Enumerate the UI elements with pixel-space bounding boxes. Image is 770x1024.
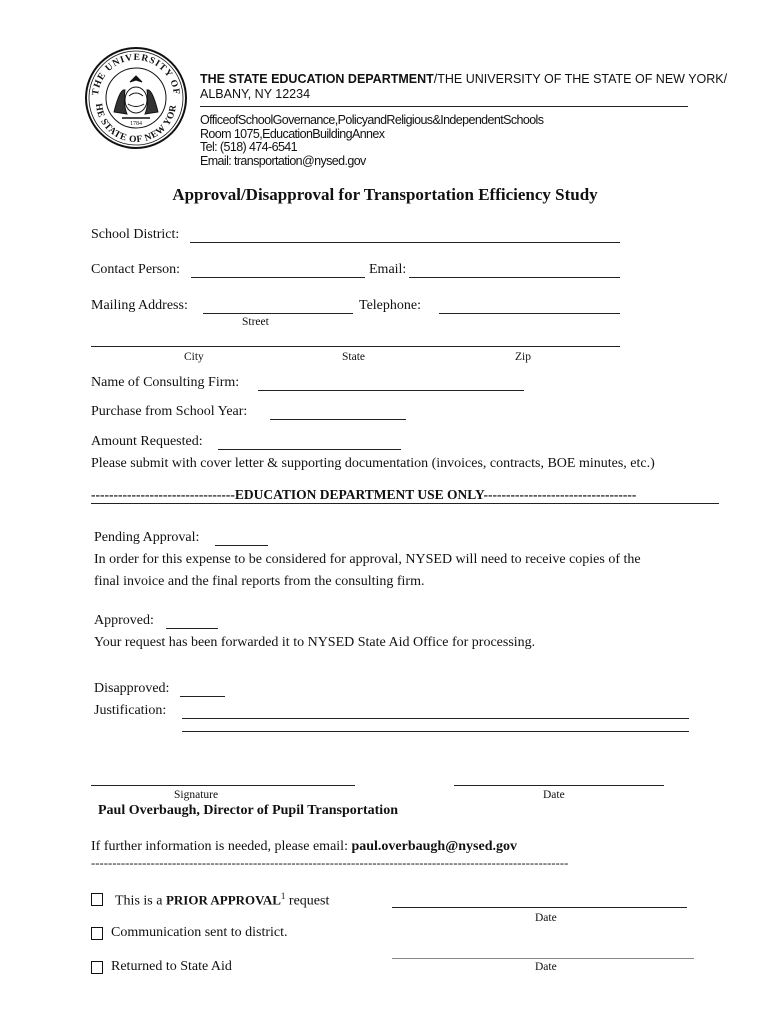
prior-approval-suffix: request — [288, 893, 330, 909]
signature-field[interactable] — [91, 785, 355, 786]
header-rule — [200, 106, 688, 107]
seal-year: 1784 — [130, 121, 142, 127]
telephone-field[interactable] — [439, 313, 620, 314]
school-district-label: School District: — [91, 227, 180, 242]
department-city: ALBANY, NY 12234 — [200, 87, 311, 101]
contact-person-field[interactable] — [191, 277, 365, 278]
prior-approval-checkbox[interactable] — [91, 893, 103, 906]
signature-date-caption: Date — [543, 789, 565, 801]
communication-checkbox[interactable] — [91, 927, 103, 940]
prior-approval-bold: PRIOR APPROVAL — [165, 892, 281, 908]
office-info — [200, 114, 543, 168]
signature-caption: Signature — [174, 789, 219, 801]
further-info-line — [91, 839, 517, 855]
purchase-year-field[interactable] — [270, 419, 406, 420]
email-field[interactable] — [409, 277, 620, 278]
office-tel: Tel: (518) 474-6541 — [200, 140, 298, 154]
city-state-zip-field[interactable] — [91, 346, 620, 347]
prior-approval-prefix: This is a — [115, 893, 163, 909]
pending-approval-field[interactable] — [215, 545, 268, 546]
city-caption: City — [184, 351, 204, 363]
pending-text-line-1: In order for this expense to be considered for approval, NYSED will need to receive copies of the — [94, 552, 641, 567]
telephone-label: Telephone: — [359, 298, 421, 313]
department-header — [200, 72, 727, 102]
returned-label: Returned to State Aid — [111, 959, 232, 974]
email-label: Email: — [369, 262, 407, 277]
department-use-banner: --------------------------------EDUCATION DEPARTMENT USE ONLY---------------------------------- — [91, 487, 637, 502]
communication-label: Communication sent to district. — [111, 925, 288, 940]
justification-field-1[interactable] — [182, 718, 689, 719]
disapproved-field[interactable] — [180, 696, 225, 697]
pending-approval-label: Pending Approval: — [94, 530, 200, 545]
signer-name: Paul Overbaugh, Director of Pupil Transportation — [98, 803, 398, 818]
zip-caption: Zip — [515, 351, 531, 363]
disapproved-label: Disapproved: — [94, 681, 170, 696]
prior-approval-date-caption: Date — [535, 912, 557, 924]
consulting-firm-label: Name of Consulting Firm: — [91, 375, 240, 390]
contact-person-label: Contact Person: — [91, 262, 181, 277]
seal-text-top: THE UNIVERSITY OF — [90, 52, 181, 97]
pending-text-line-2: final invoice and the final reports from the consulting firm. — [94, 574, 425, 589]
office-email: Email: transportation@nysed.gov — [200, 153, 366, 168]
returned-date-caption: Date — [535, 961, 557, 973]
department-name-line — [200, 72, 727, 87]
amount-requested-label: Amount Requested: — [91, 434, 203, 449]
street-field[interactable] — [203, 313, 353, 314]
state-caption: State — [342, 351, 365, 363]
consulting-firm-field[interactable] — [258, 390, 524, 391]
department-name-rest: /THE UNIVERSITY OF THE STATE OF NEW YORK/ — [433, 72, 728, 86]
further-info-text: If further information is needed, please email: — [91, 839, 348, 854]
office-room: Room 1075,EducationBuildingAnnex — [200, 126, 385, 141]
approved-field[interactable] — [166, 628, 218, 629]
banner-underline — [91, 503, 719, 504]
amount-requested-field[interactable] — [218, 449, 401, 450]
prior-approval-date-field[interactable] — [392, 907, 687, 908]
approved-label: Approved: — [94, 613, 154, 628]
submit-note: Please submit with cover letter & supporting documentation (invoices, contracts, BOE minutes, etc.) — [91, 456, 655, 471]
nysed-seal-logo — [84, 46, 188, 150]
footer-dash-line: ---------------------------------------------------------------------------------------------------------------- — [91, 856, 569, 870]
signature-date-field[interactable] — [454, 785, 664, 786]
seal-text-bottom: HE STATE OF NEW YOR — [92, 102, 180, 146]
further-info-email[interactable]: paul.overbaugh@nysed.gov — [351, 839, 517, 854]
office-name: OfficeofSchoolGovernance,PolicyandReligious&IndependentSchools — [200, 113, 544, 127]
mailing-address-label: Mailing Address: — [91, 298, 188, 313]
justification-label: Justification: — [94, 703, 167, 718]
department-name-bold: THE STATE EDUCATION DEPARTMENT — [200, 72, 434, 86]
returned-checkbox[interactable] — [91, 961, 103, 974]
justification-field-2[interactable] — [182, 731, 689, 732]
street-caption: Street — [242, 316, 269, 328]
returned-date-field[interactable] — [392, 958, 694, 959]
prior-approval-label — [115, 891, 329, 910]
approved-text: Your request has been forwarded it to NYSED State Aid Office for processing. — [94, 635, 536, 650]
prior-approval-footnote: 1 — [280, 891, 286, 901]
school-district-field[interactable] — [190, 242, 620, 243]
purchase-year-label: Purchase from School Year: — [91, 404, 248, 419]
page-title: Approval/Disapproval for Transportation Efficiency Study — [172, 185, 598, 204]
